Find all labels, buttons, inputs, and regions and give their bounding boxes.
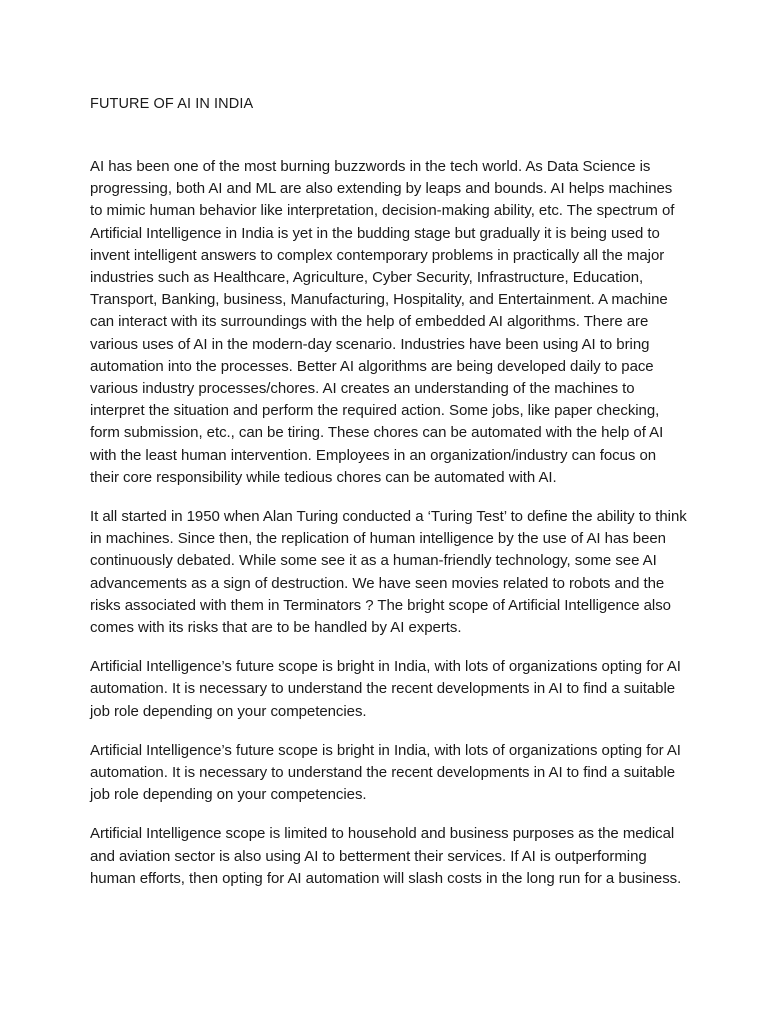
paragraph-scope-limits: Artificial Intelligence scope is limited to household and business purposes as the medical and aviation sector is also using AI to betterment their services. If AI is outperforming human efforts, then opting for AI automation will slash costs in the long run for a business. [90, 825, 682, 887]
paragraph-future-scope-repeat: Artificial Intelligence’s future scope is bright in India, with lots of organizations opting for AI automation. It is necessary to understand the recent developments in AI to find a suitable job role depending on your competencies. [90, 741, 681, 804]
document-body [90, 156, 688, 890]
paragraph-future-scope: Artificial Intelligence’s future scope is bright in India, with lots of organizations opting for AI automation. It is necessary to understand the recent developments in AI to find a suitable job role depending on your competencies. [90, 658, 681, 720]
document-title: FUTURE OF AI IN INDIA [90, 96, 254, 112]
paragraph-ai-overview: AI has been one of the most burning buzzwords in the tech world. As Data Science is progressing, both AI and ML are also extending by leaps and bounds. AI helps machines to mimic human behavior like interpretation, decision-making ability, etc. The spectrum of Artificial Intelligence in India is yet in the budding stage but gradually it is being used to invent intelligent answers to complex contemporary problems in practically all the major industries such as Healthcare, Agriculture, Cyber Security, Infrastructure, Education, Transport, Banking, business, Manufacturing, Hospitality, and Entertainment. A machine can interact with its surroundings with the help of embedded AI algorithms. There are various uses of AI in the modern-day scenario. Industries have been using AI to bring automation into the processes. Better AI algorithms are being developed daily to pace various industry processes/chores. AI creates an understanding of the machines to interpret the situation and perform the required action. Some jobs, like paper checking, form submission, etc., can be tiring. These chores can be automated with the help of AI with the least human intervention. Employees in an organization/industry can focus on their core responsibility while tedious chores can be automated with AI. [90, 158, 675, 486]
paragraph-history: It all started in 1950 when Alan Turing conducted a ‘Turing Test’ to define the ability to think in machines. Since then, the replication of human intelligence by the use of AI has been continuously debated. While some see it as a human-friendly technology, some see AI advancements as a sign of destruction. We have seen movies related to robots and the risks associated with them in Terminators ? The bright scope of Artificial Intelligence also comes with its risks that are to be handled by AI experts. [90, 508, 687, 637]
